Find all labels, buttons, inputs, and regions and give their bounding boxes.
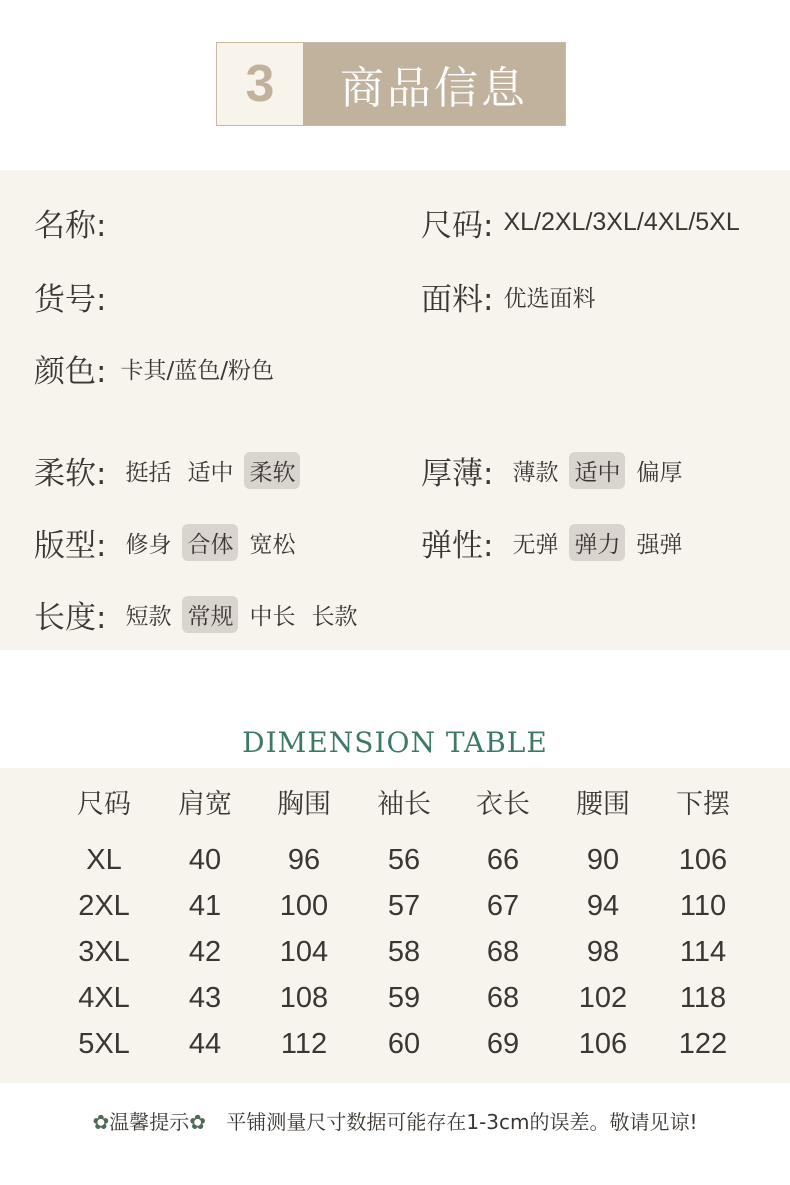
item-no-row: [34, 274, 106, 319]
softness-option: 适中: [187, 460, 234, 486]
table-cell: 106: [578, 1028, 628, 1060]
color-row: [34, 346, 274, 391]
size-label: 尺码:: [421, 208, 494, 244]
softness-row: [34, 448, 300, 493]
tip-text: 平铺测量尺寸数据可能存在1-3cm的误差。敬请见谅!: [226, 1110, 698, 1134]
table-cell: 90: [586, 844, 620, 876]
length-option-selected: 常规: [182, 596, 238, 633]
table-cell: 108: [279, 982, 329, 1014]
fit-option: 宽松: [249, 532, 296, 558]
table-cell: 68: [486, 936, 520, 968]
size-value: XL/2XL/3XL/4XL/5XL: [503, 208, 740, 236]
table-cell: 100: [279, 890, 329, 922]
section-title: 商品信息: [340, 63, 528, 114]
table-cell: 41: [188, 890, 222, 922]
table-size-cell: 4XL: [78, 982, 130, 1014]
elasticity-option: 强弹: [636, 532, 683, 558]
table-cell: 98: [586, 936, 620, 968]
table-header-cell: 尺码: [77, 789, 131, 820]
table-size-cell: 5XL: [78, 1028, 130, 1060]
name-label: 名称:: [34, 208, 107, 244]
table-header-cell: 衣长: [476, 789, 530, 820]
table-cell: 43: [188, 982, 222, 1014]
thickness-option-selected: 适中: [569, 452, 625, 489]
dimension-table-title: DIMENSION TABLE: [242, 726, 548, 759]
table-cell: 57: [387, 890, 421, 922]
table-header-cell: 肩宽: [178, 789, 232, 820]
table-cell: 59: [387, 982, 421, 1014]
flower-icon: ✿: [189, 1110, 206, 1134]
table-cell: 106: [678, 844, 728, 876]
thickness-option: 薄款: [512, 460, 559, 486]
table-cell: 60: [387, 1028, 421, 1060]
name-row: [34, 200, 106, 245]
length-label: 长度:: [34, 600, 107, 636]
thickness-label: 厚薄:: [421, 456, 494, 492]
table-size-cell: XL: [86, 844, 122, 876]
softness-option-selected: 柔软: [244, 452, 300, 489]
elasticity-option-selected: 弹力: [569, 524, 625, 561]
table-cell: 96: [287, 844, 321, 876]
table-size-cell: 2XL: [78, 890, 130, 922]
table-cell: 110: [679, 890, 727, 922]
section-number: 3: [217, 43, 303, 125]
table-header-cell: 袖长: [377, 789, 431, 820]
table-cell: 58: [387, 936, 421, 968]
table-cell: 104: [279, 936, 329, 968]
item-no-label: 货号:: [34, 282, 107, 318]
length-row: [34, 592, 362, 637]
elasticity-label: 弹性:: [421, 528, 494, 564]
size-row: [421, 200, 740, 245]
table-cell: 94: [586, 890, 620, 922]
table-cell: 114: [679, 936, 727, 968]
length-option: 中长: [249, 604, 296, 630]
table-cell: 68: [486, 982, 520, 1014]
thickness-row: [421, 448, 687, 493]
table-cell: 102: [578, 982, 628, 1014]
table-cell: 42: [188, 936, 222, 968]
table-header-cell: 腰围: [576, 789, 630, 820]
table-size-cell: 3XL: [78, 936, 130, 968]
section-header-badge: [216, 42, 566, 126]
table-header-cell: 下摆: [676, 789, 730, 820]
fabric-label: 面料:: [421, 282, 494, 318]
table-cell: 66: [486, 844, 520, 876]
table-cell: 118: [679, 982, 727, 1014]
tip-label: 温馨提示: [109, 1110, 190, 1134]
table-cell: 122: [678, 1028, 728, 1060]
softness-label: 柔软:: [34, 456, 107, 492]
thickness-option: 偏厚: [636, 460, 683, 486]
elasticity-option: 无弹: [512, 532, 559, 558]
fit-row: [34, 520, 300, 565]
table-cell: 40: [188, 844, 222, 876]
softness-option: 挺括: [125, 460, 172, 486]
table-cell: 69: [486, 1028, 520, 1060]
fit-label: 版型:: [34, 528, 107, 564]
fit-option: 修身: [125, 532, 172, 558]
fabric-row: [421, 274, 595, 319]
table-cell: 67: [486, 890, 520, 922]
fit-option-selected: 合体: [182, 524, 238, 561]
table-header-cell: 胸围: [277, 789, 331, 820]
table-cell: 44: [188, 1028, 222, 1060]
color-label: 颜色:: [34, 354, 107, 390]
length-option: 长款: [311, 604, 358, 630]
dimension-table: [0, 768, 790, 1083]
flower-icon: ✿: [92, 1110, 110, 1134]
table-cell: 56: [387, 844, 421, 876]
elasticity-row: [421, 520, 687, 565]
measurement-tip: [0, 1106, 790, 1135]
fabric-value: 优选面料: [503, 286, 596, 312]
table-cell: 112: [280, 1028, 328, 1060]
color-value: 卡其/蓝色/粉色: [120, 358, 274, 384]
length-option: 短款: [125, 604, 172, 630]
product-info-panel: [0, 170, 790, 650]
